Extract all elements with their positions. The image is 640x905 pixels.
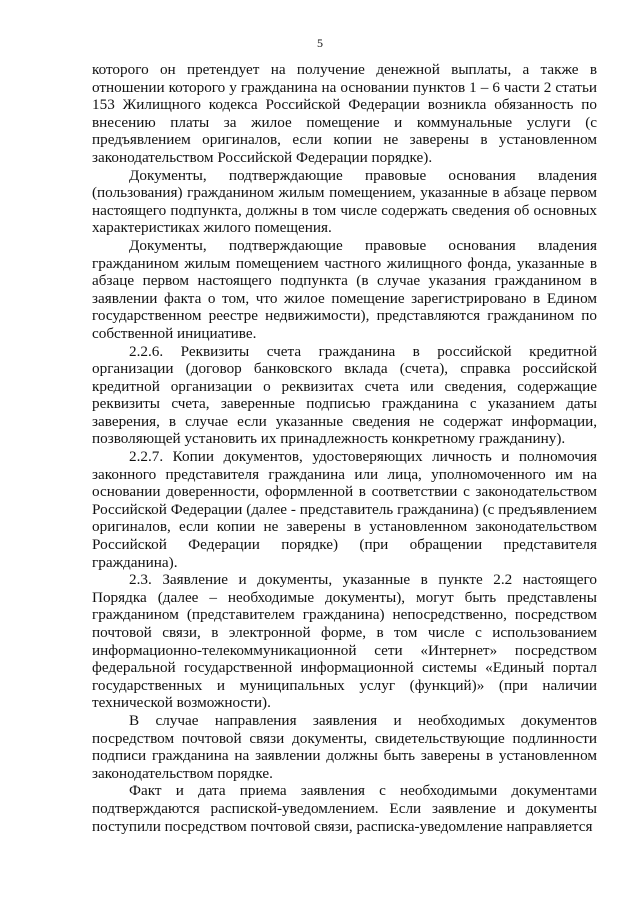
paragraph-private-housing-documents: Документы, подтверждающие правовые основания владения гражданином жилым помещением частного жилищного фонда, указанные в абзаце первом настоящего подпункта (в случае указания гражданином в заявлении факта о том, что жилое помещение зарегистрировано в Едином государственном реестре недвижимости), представляются гражданином по собственной инициативе.	[92, 236, 597, 342]
paragraph-ownership-documents: Документы, подтверждающие правовые основания владения (пользования) гражданином жилым помещением, указанные в абзаце первом настоящего подпункта, должны в том числе содержать сведения об основных характеристиках жилого помещения.	[92, 166, 597, 237]
paragraph-2-2-7: 2.2.7. Копии документов, удостоверяющих личность и полномочия законного представителя гражданина или лица, уполномоченного им на основании доверенности, оформленной в соответствии с законодательством Российской Федерации (далее - представитель гражданина) (с предъявлением оригиналов, если копии не заверены в установленном законодательством Российской Федерации порядке) (при обращении представителя гражданина).	[92, 448, 597, 571]
paragraph-continuation: которого он претендует на получение денежной выплаты, а также в отношении которого у гражданина на основании пунктов 1 – 6 части 2 статьи 153 Жилищного кодекса Российской Федерации возникла обязанность по внесению платы за жилое помещение и коммунальные услуги (с предъявлением оригиналов, если копии не заверены в установленном законодательством Российской Федерации порядке).	[92, 61, 597, 166]
paragraph-receipt-notification: Факт и дата приема заявления с необходимыми документами подтверждаются распиской-уведомлением. Если заявление и документы поступили посредством почтовой связи, расписка-уведомление направляется	[92, 782, 597, 835]
page-number: 5	[317, 36, 323, 50]
paragraph-2-3: 2.3. Заявление и документы, указанные в пункте 2.2 настоящего Порядка (далее – необходимые документы), могут быть представлены гражданином (представителем гражданина) непосредственно, посредством почтовой связи, в электронной форме, в том числе с использованием информационно-телекоммуникационной сети «Интернет» посредством федеральной государственной информационной системы «Единый портал государственных и муниципальных услуг (функций)» (при наличии технической возможности).	[92, 571, 597, 712]
document-body	[92, 61, 597, 835]
paragraph-postal-submission: В случае направления заявления и необходимых документов посредством почтовой связи документы, свидетельствующие подлинности подписи гражданина на заявлении должны быть заверены в установленном законодательством порядке.	[92, 711, 597, 782]
paragraph-2-2-6: 2.2.6. Реквизиты счета гражданина в российской кредитной организации (договор банковского вклада (счета), справка российской кредитной организации о реквизитах счета или сведения, содержащие реквизиты счета, заверенные подписью гражданина с указанием даты заверения, в случае если указанные сведения не содержат информации, позволяющей установить их принадлежность конкретному гражданину).	[92, 342, 597, 448]
